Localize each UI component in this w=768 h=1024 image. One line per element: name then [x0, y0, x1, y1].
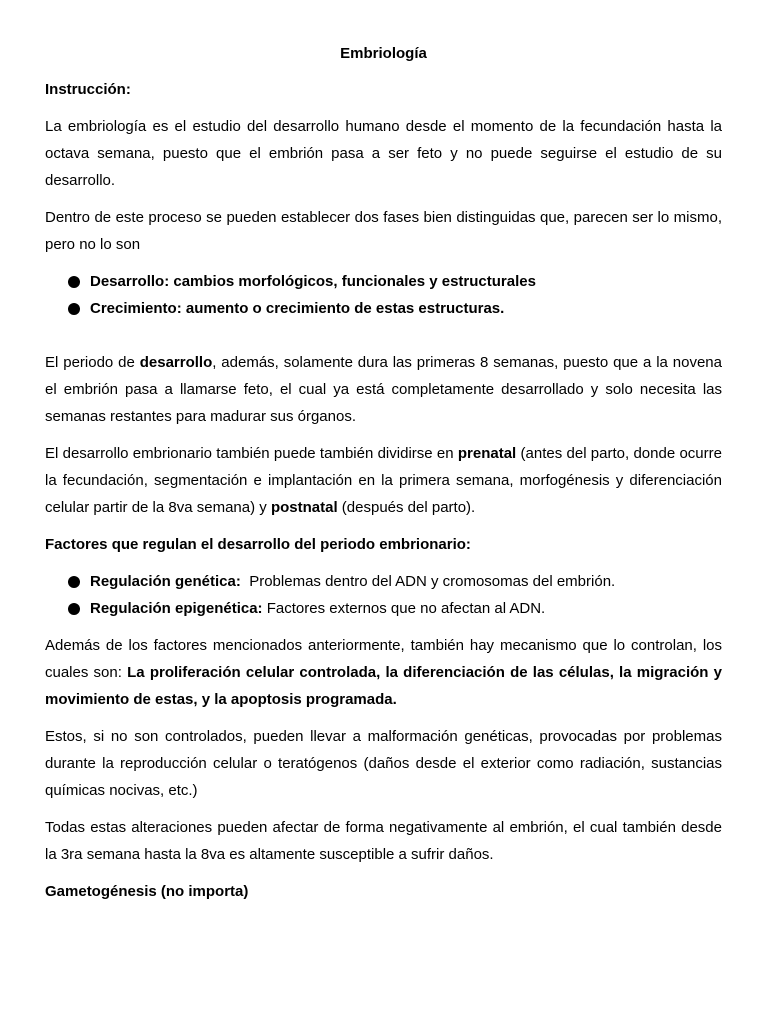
text-run-bold: prenatal [457, 445, 517, 462]
spacer [45, 332, 722, 349]
text-run: (antes del parto, donde ocurre la fecundación, segmentación e implantación en la primera semana, morfogénesis y diferenciación celular partir de la 8va semana) y [45, 445, 722, 516]
factores-list [45, 568, 722, 622]
text-run: El periodo de [45, 354, 140, 371]
fase-crecimiento: Crecimiento: aumento o crecimiento de estas estructuras. [90, 300, 505, 317]
paragraph-intro: La embriología es el estudio del desarrollo humano desde el momento de la fecundación hasta la octava semana, puesto que el embrión pasa a ser feto y no puede seguirse el estudio de su desarrollo. [45, 118, 722, 189]
paragraph-fases: Dentro de este proceso se pueden establecer dos fases bien distinguidas que, parecen ser lo mismo, pero no lo son [45, 209, 722, 253]
text-run-bold: desarrollo [139, 354, 213, 371]
list-item [45, 268, 722, 295]
fase-desarrollo: Desarrollo: cambios morfológicos, funcionales y estructurales [90, 273, 536, 290]
document-title: Embriología [340, 45, 427, 62]
text-run-bold: postnatal [270, 499, 338, 516]
text-run: El desarrollo embrionario también puede también dividirse en [45, 445, 458, 462]
factor-text: Factores externos que no afectan al ADN. [262, 600, 546, 617]
list-item [45, 295, 722, 322]
document-page [45, 40, 722, 915]
factor-label: Regulación genética: [90, 573, 241, 590]
factores-heading: Factores que regulan el desarrollo del periodo embrionario: [45, 536, 471, 553]
paragraph-periodo-desarrollo [45, 349, 722, 430]
instruccion-heading: Instrucción: [45, 81, 131, 98]
fases-list [45, 268, 722, 322]
text-run: (después del parto). [337, 499, 476, 516]
list-item [45, 595, 722, 622]
bullet-icon [68, 576, 80, 588]
text-run: , además, solamente dura las primeras 8 semanas, puesto que a la novena el embrión pasa a llamarse feto, el cual ya está completamente desarrollado y solo necesita las semanas restantes para madurar sus órganos. [45, 354, 722, 425]
paragraph-prenatal-postnatal [45, 440, 722, 521]
paragraph-malformaciones: Estos, si no son controlados, pueden llevar a malformación genéticas, provocadas por problemas durante la reproducción celular o teratógenos (daños desde el exterior como radiación, sustancias químicas nocivas, etc.) [45, 728, 722, 799]
gametogenesis-heading: Gametogénesis (no importa) [45, 883, 249, 900]
paragraph-mecanismos [45, 632, 722, 713]
bullet-icon [68, 303, 80, 315]
bullet-icon [68, 276, 80, 288]
text-run: Además de los factores mencionados anteriormente, también hay mecanismo que lo controlan, los cuales son: [45, 637, 722, 681]
text-run-bold: La proliferación celular controlada, la diferenciación de las células, la migración y movimiento de estas, y la apoptosis programada. [45, 664, 722, 708]
bullet-icon [68, 603, 80, 615]
list-item [45, 568, 722, 595]
paragraph-alteraciones: Todas estas alteraciones pueden afectar de forma negativamente al embrión, el cual también desde la 3ra semana hasta la 8va es altamente susceptible a sufrir daños. [45, 819, 722, 863]
factor-label: Regulación epigenética: [90, 600, 263, 617]
factor-text: Problemas dentro del ADN y cromosomas del embrión. [240, 573, 616, 590]
